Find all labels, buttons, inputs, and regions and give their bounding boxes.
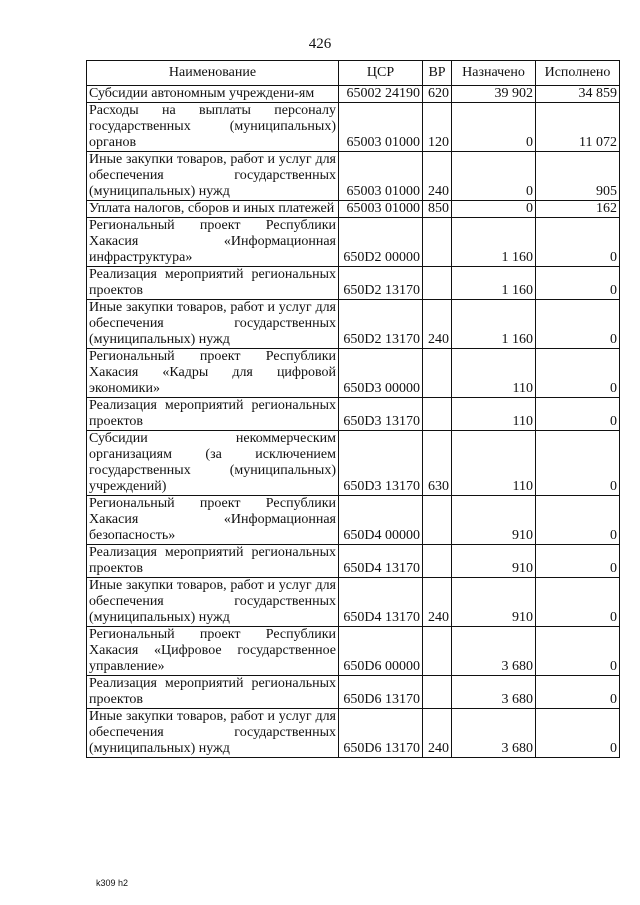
row-name-cell: Региональный проект Республики Хакасия «Кадры для цифровой экономики» — [87, 349, 339, 398]
row-executed-cell: 905 — [536, 152, 620, 201]
table-row — [87, 431, 620, 496]
row-csr-cell: 65003 01000 — [339, 152, 423, 201]
row-planned-cell: 3 680 — [452, 676, 536, 709]
table-row — [87, 398, 620, 431]
row-csr-cell: 650D3 00000 — [339, 349, 423, 398]
row-vr-cell: 240 — [423, 709, 452, 758]
header-executed: Исполнено — [536, 61, 620, 86]
row-vr-cell: 240 — [423, 300, 452, 349]
row-executed-cell: 11 072 — [536, 103, 620, 152]
row-csr-cell: 65003 01000 — [339, 201, 423, 218]
row-vr-cell: 630 — [423, 431, 452, 496]
row-vr-cell — [423, 349, 452, 398]
table-row — [87, 578, 620, 627]
row-csr-cell: 650D6 00000 — [339, 627, 423, 676]
row-name-cell: Уплата налогов, сборов и иных платежей — [87, 201, 339, 218]
row-planned-cell: 1 160 — [452, 267, 536, 300]
row-planned-cell: 1 160 — [452, 300, 536, 349]
table-row — [87, 103, 620, 152]
table-row — [87, 709, 620, 758]
row-vr-cell: 620 — [423, 86, 452, 103]
row-vr-cell — [423, 545, 452, 578]
row-executed-cell: 0 — [536, 627, 620, 676]
row-executed-cell: 0 — [536, 267, 620, 300]
page-number: 426 — [308, 36, 332, 52]
row-executed-cell: 34 859 — [536, 86, 620, 103]
row-csr-cell: 650D3 13170 — [339, 398, 423, 431]
row-planned-cell: 0 — [452, 103, 536, 152]
row-vr-cell — [423, 218, 452, 267]
row-name-cell: Иные закупки товаров, работ и услуг для обеспечения государственных (муниципальных) нужд — [87, 152, 339, 201]
table-row — [87, 201, 620, 218]
row-executed-cell: 0 — [536, 349, 620, 398]
row-csr-cell: 650D3 13170 — [339, 431, 423, 496]
row-planned-cell: 3 680 — [452, 627, 536, 676]
row-executed-cell: 0 — [536, 300, 620, 349]
row-executed-cell: 162 — [536, 201, 620, 218]
row-name-cell: Реализация мероприятий региональных проектов — [87, 676, 339, 709]
row-name-cell: Субсидии автономным учреждени-ям — [87, 86, 339, 103]
budget-table — [86, 60, 620, 758]
table-row — [87, 152, 620, 201]
row-executed-cell: 0 — [536, 709, 620, 758]
row-vr-cell — [423, 267, 452, 300]
footer-code: k309 h2 — [96, 878, 129, 888]
row-csr-cell: 650D2 13170 — [339, 300, 423, 349]
table-row — [87, 349, 620, 398]
row-planned-cell: 910 — [452, 578, 536, 627]
row-name-cell: Иные закупки товаров, работ и услуг для обеспечения государственных (муниципальных) нужд — [87, 578, 339, 627]
row-name-cell: Региональный проект Республики Хакасия «Информационная инфраструктура» — [87, 218, 339, 267]
row-planned-cell: 110 — [452, 349, 536, 398]
row-csr-cell: 650D2 13170 — [339, 267, 423, 300]
table-row — [87, 218, 620, 267]
row-csr-cell: 650D6 13170 — [339, 709, 423, 758]
table-row — [87, 676, 620, 709]
header-name: Наименование — [87, 61, 339, 86]
row-planned-cell: 3 680 — [452, 709, 536, 758]
row-planned-cell: 0 — [452, 201, 536, 218]
row-vr-cell — [423, 496, 452, 545]
row-csr-cell: 650D4 13170 — [339, 578, 423, 627]
row-planned-cell: 110 — [452, 398, 536, 431]
row-planned-cell: 910 — [452, 496, 536, 545]
table-row — [87, 496, 620, 545]
row-vr-cell — [423, 676, 452, 709]
row-executed-cell: 0 — [536, 676, 620, 709]
row-csr-cell: 650D4 00000 — [339, 496, 423, 545]
row-name-cell: Иные закупки товаров, работ и услуг для обеспечения государственных (муниципальных) нужд — [87, 709, 339, 758]
row-name-cell: Субсидии некоммерческим организациям (за исключением государственных (муниципальных) учреждений) — [87, 431, 339, 496]
row-name-cell: Расходы на выплаты персоналу государственных (муниципальных) органов — [87, 103, 339, 152]
row-name-cell: Реализация мероприятий региональных проектов — [87, 545, 339, 578]
row-vr-cell: 240 — [423, 578, 452, 627]
row-name-cell: Реализация мероприятий региональных проектов — [87, 267, 339, 300]
row-name-cell: Иные закупки товаров, работ и услуг для обеспечения государственных (муниципальных) нужд — [87, 300, 339, 349]
header-planned: Назначено — [452, 61, 536, 86]
row-executed-cell: 0 — [536, 545, 620, 578]
row-executed-cell: 0 — [536, 218, 620, 267]
table-row — [87, 545, 620, 578]
row-vr-cell: 120 — [423, 103, 452, 152]
row-vr-cell: 850 — [423, 201, 452, 218]
table-row — [87, 627, 620, 676]
table-row — [87, 267, 620, 300]
table-row — [87, 300, 620, 349]
table-header-row — [87, 61, 620, 86]
row-csr-cell: 65002 24190 — [339, 86, 423, 103]
header-csr: ЦСР — [339, 61, 423, 86]
row-csr-cell: 650D4 13170 — [339, 545, 423, 578]
row-planned-cell: 0 — [452, 152, 536, 201]
row-vr-cell: 240 — [423, 152, 452, 201]
row-planned-cell: 110 — [452, 431, 536, 496]
row-planned-cell: 910 — [452, 545, 536, 578]
header-vr: ВР — [423, 61, 452, 86]
row-planned-cell: 39 902 — [452, 86, 536, 103]
row-executed-cell: 0 — [536, 398, 620, 431]
row-csr-cell: 65003 01000 — [339, 103, 423, 152]
row-executed-cell: 0 — [536, 431, 620, 496]
row-csr-cell: 650D2 00000 — [339, 218, 423, 267]
row-name-cell: Региональный проект Республики Хакасия «Цифровое государственное управление» — [87, 627, 339, 676]
row-vr-cell — [423, 398, 452, 431]
row-executed-cell: 0 — [536, 578, 620, 627]
row-vr-cell — [423, 627, 452, 676]
row-name-cell: Региональный проект Республики Хакасия «Информационная безопасность» — [87, 496, 339, 545]
table-row — [87, 86, 620, 103]
row-name-cell: Реализация мероприятий региональных проектов — [87, 398, 339, 431]
row-executed-cell: 0 — [536, 496, 620, 545]
row-planned-cell: 1 160 — [452, 218, 536, 267]
row-csr-cell: 650D6 13170 — [339, 676, 423, 709]
